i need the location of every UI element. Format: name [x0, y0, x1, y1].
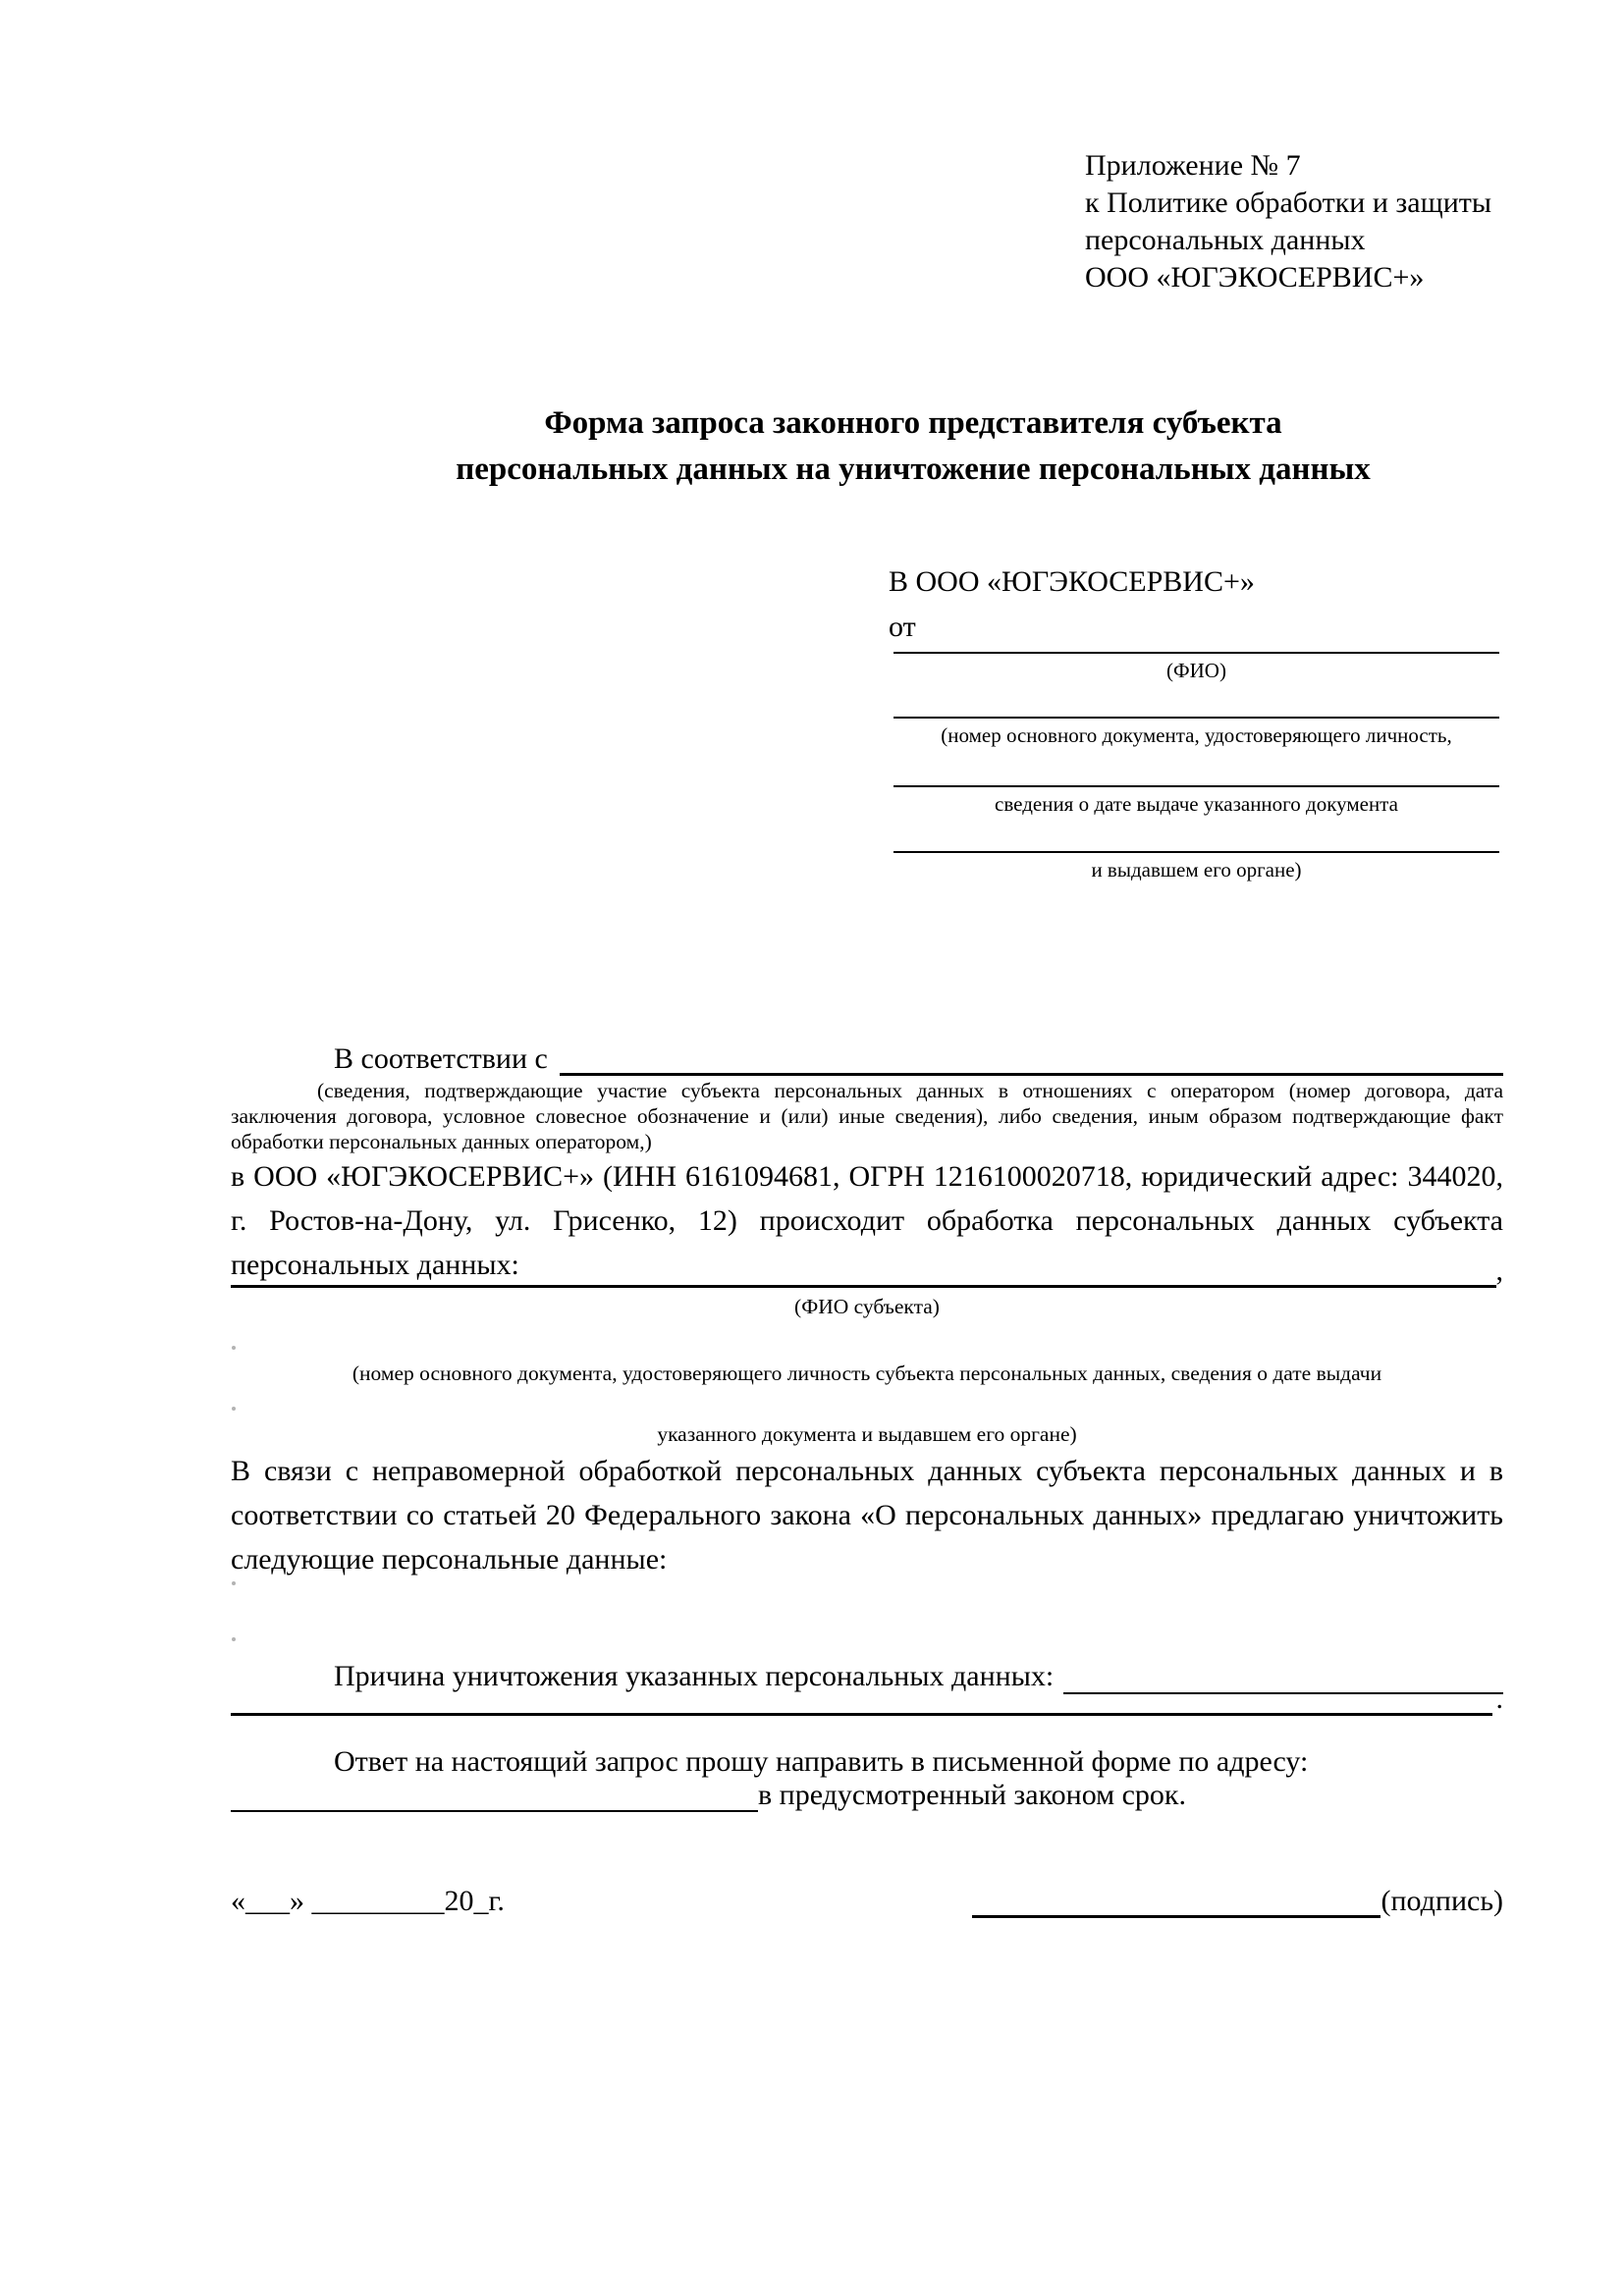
accordance-footnote: (сведения, подтверждающие участие субъекта персональных данных в отношениях с оператором (номер договора, дата заключения договора, условное словесное обозначение и (или) иные сведения), либо сведения, иным образом подтверждающие факт обработки персональных данных оператором,): [231, 1079, 1503, 1153]
document-title-line2: персональных данных на уничтожение персональных данных: [456, 452, 1371, 487]
blank-line-signature: [972, 1915, 1380, 1918]
reason-lead: Причина уничтожения указанных персональных данных:: [334, 1660, 1055, 1692]
subject-fio-line: [231, 1255, 1503, 1288]
appendix-note: [1085, 147, 1491, 296]
issue-date-caption: сведения о дате выдаче указанного документа: [995, 792, 1398, 816]
blank-line-issue-date: [893, 785, 1499, 817]
blank-line-answer-address: [231, 1810, 758, 1812]
document-title: [324, 400, 1502, 493]
fio-caption: (ФИО): [1166, 659, 1226, 682]
signature-caption: (подпись): [1380, 1885, 1503, 1917]
unlawful-processing-paragraph: В связи с неправомерной обработкой персональных данных субъекта персональных данных и в соответствии со статьей 20 Федерального закона «О персональных данных» предлагаю уничтожить следующие персональные данные:: [231, 1455, 1503, 1575]
signature-line: [972, 1885, 1503, 1918]
answer-paragraph: Ответ на настоящий запрос прошу направить в письменной форме по адресу:: [334, 1745, 1309, 1778]
appendix-note-line: ООО «ЮГЭКОСЕРВИС+»: [1085, 261, 1425, 294]
document-number-caption: (номер основного документа, удостоверяющего личность,: [941, 723, 1452, 747]
accordance-line: [231, 1042, 1503, 1076]
addressee-block: [889, 560, 1255, 650]
date-placeholder: «___» _________20_г.: [231, 1885, 505, 1917]
answer-tail: в предусмотренный законом срок.: [758, 1779, 1186, 1811]
blank-line-issuing-authority: [893, 851, 1499, 882]
blank-line-document-number: [893, 717, 1499, 748]
subject-fio-comma: ,: [1495, 1255, 1503, 1287]
appendix-note-line: Приложение № 7: [1085, 149, 1301, 182]
reason-period: .: [1495, 1682, 1503, 1715]
addressee-to: В ООО «ЮГЭКОСЕРВИС+»: [889, 565, 1255, 598]
subject-fio-caption: (ФИО субъекта): [794, 1295, 940, 1318]
appendix-note-line: к Политике обработки и защиты: [1085, 187, 1492, 219]
blank-line-reason-continuation: [231, 1713, 1492, 1716]
accordance-lead: В соответствии с: [334, 1042, 548, 1075]
scan-speck: [232, 1581, 236, 1585]
blank-line-subject-fio: [231, 1285, 1496, 1288]
addressee-from-label: от: [889, 611, 916, 643]
scan-speck: [232, 1407, 236, 1411]
issuing-authority-caption: и выдавшем его органе): [1091, 858, 1302, 881]
blank-line-accordance: [560, 1073, 1503, 1076]
reason-continuation-line: [231, 1682, 1503, 1716]
answer-address-line: [231, 1779, 1503, 1812]
appendix-note-line: персональных данных: [1085, 224, 1366, 256]
subject-document-caption-2: указанного документа и выдавшем его органе): [657, 1422, 1077, 1446]
document-title-line1: Форма запроса законного представителя субъекта: [544, 405, 1282, 441]
blank-line-fio: [893, 652, 1499, 683]
scan-speck: [232, 1346, 236, 1350]
operator-paragraph: в ООО «ЮГЭКОСЕРВИС+» (ИНН 6161094681, ОГРН 1216100020718, юридический адрес: 344020, г. Ростов-на-Дону, ул. Грисенко, 12) происходит обработка персональных данных субъекта персональных данных:: [231, 1160, 1503, 1281]
subject-document-caption-1: (номер основного документа, удостоверяющего личность субъекта персональных данных, сведения о дате выдачи: [352, 1362, 1382, 1385]
scan-speck: [232, 1637, 236, 1641]
